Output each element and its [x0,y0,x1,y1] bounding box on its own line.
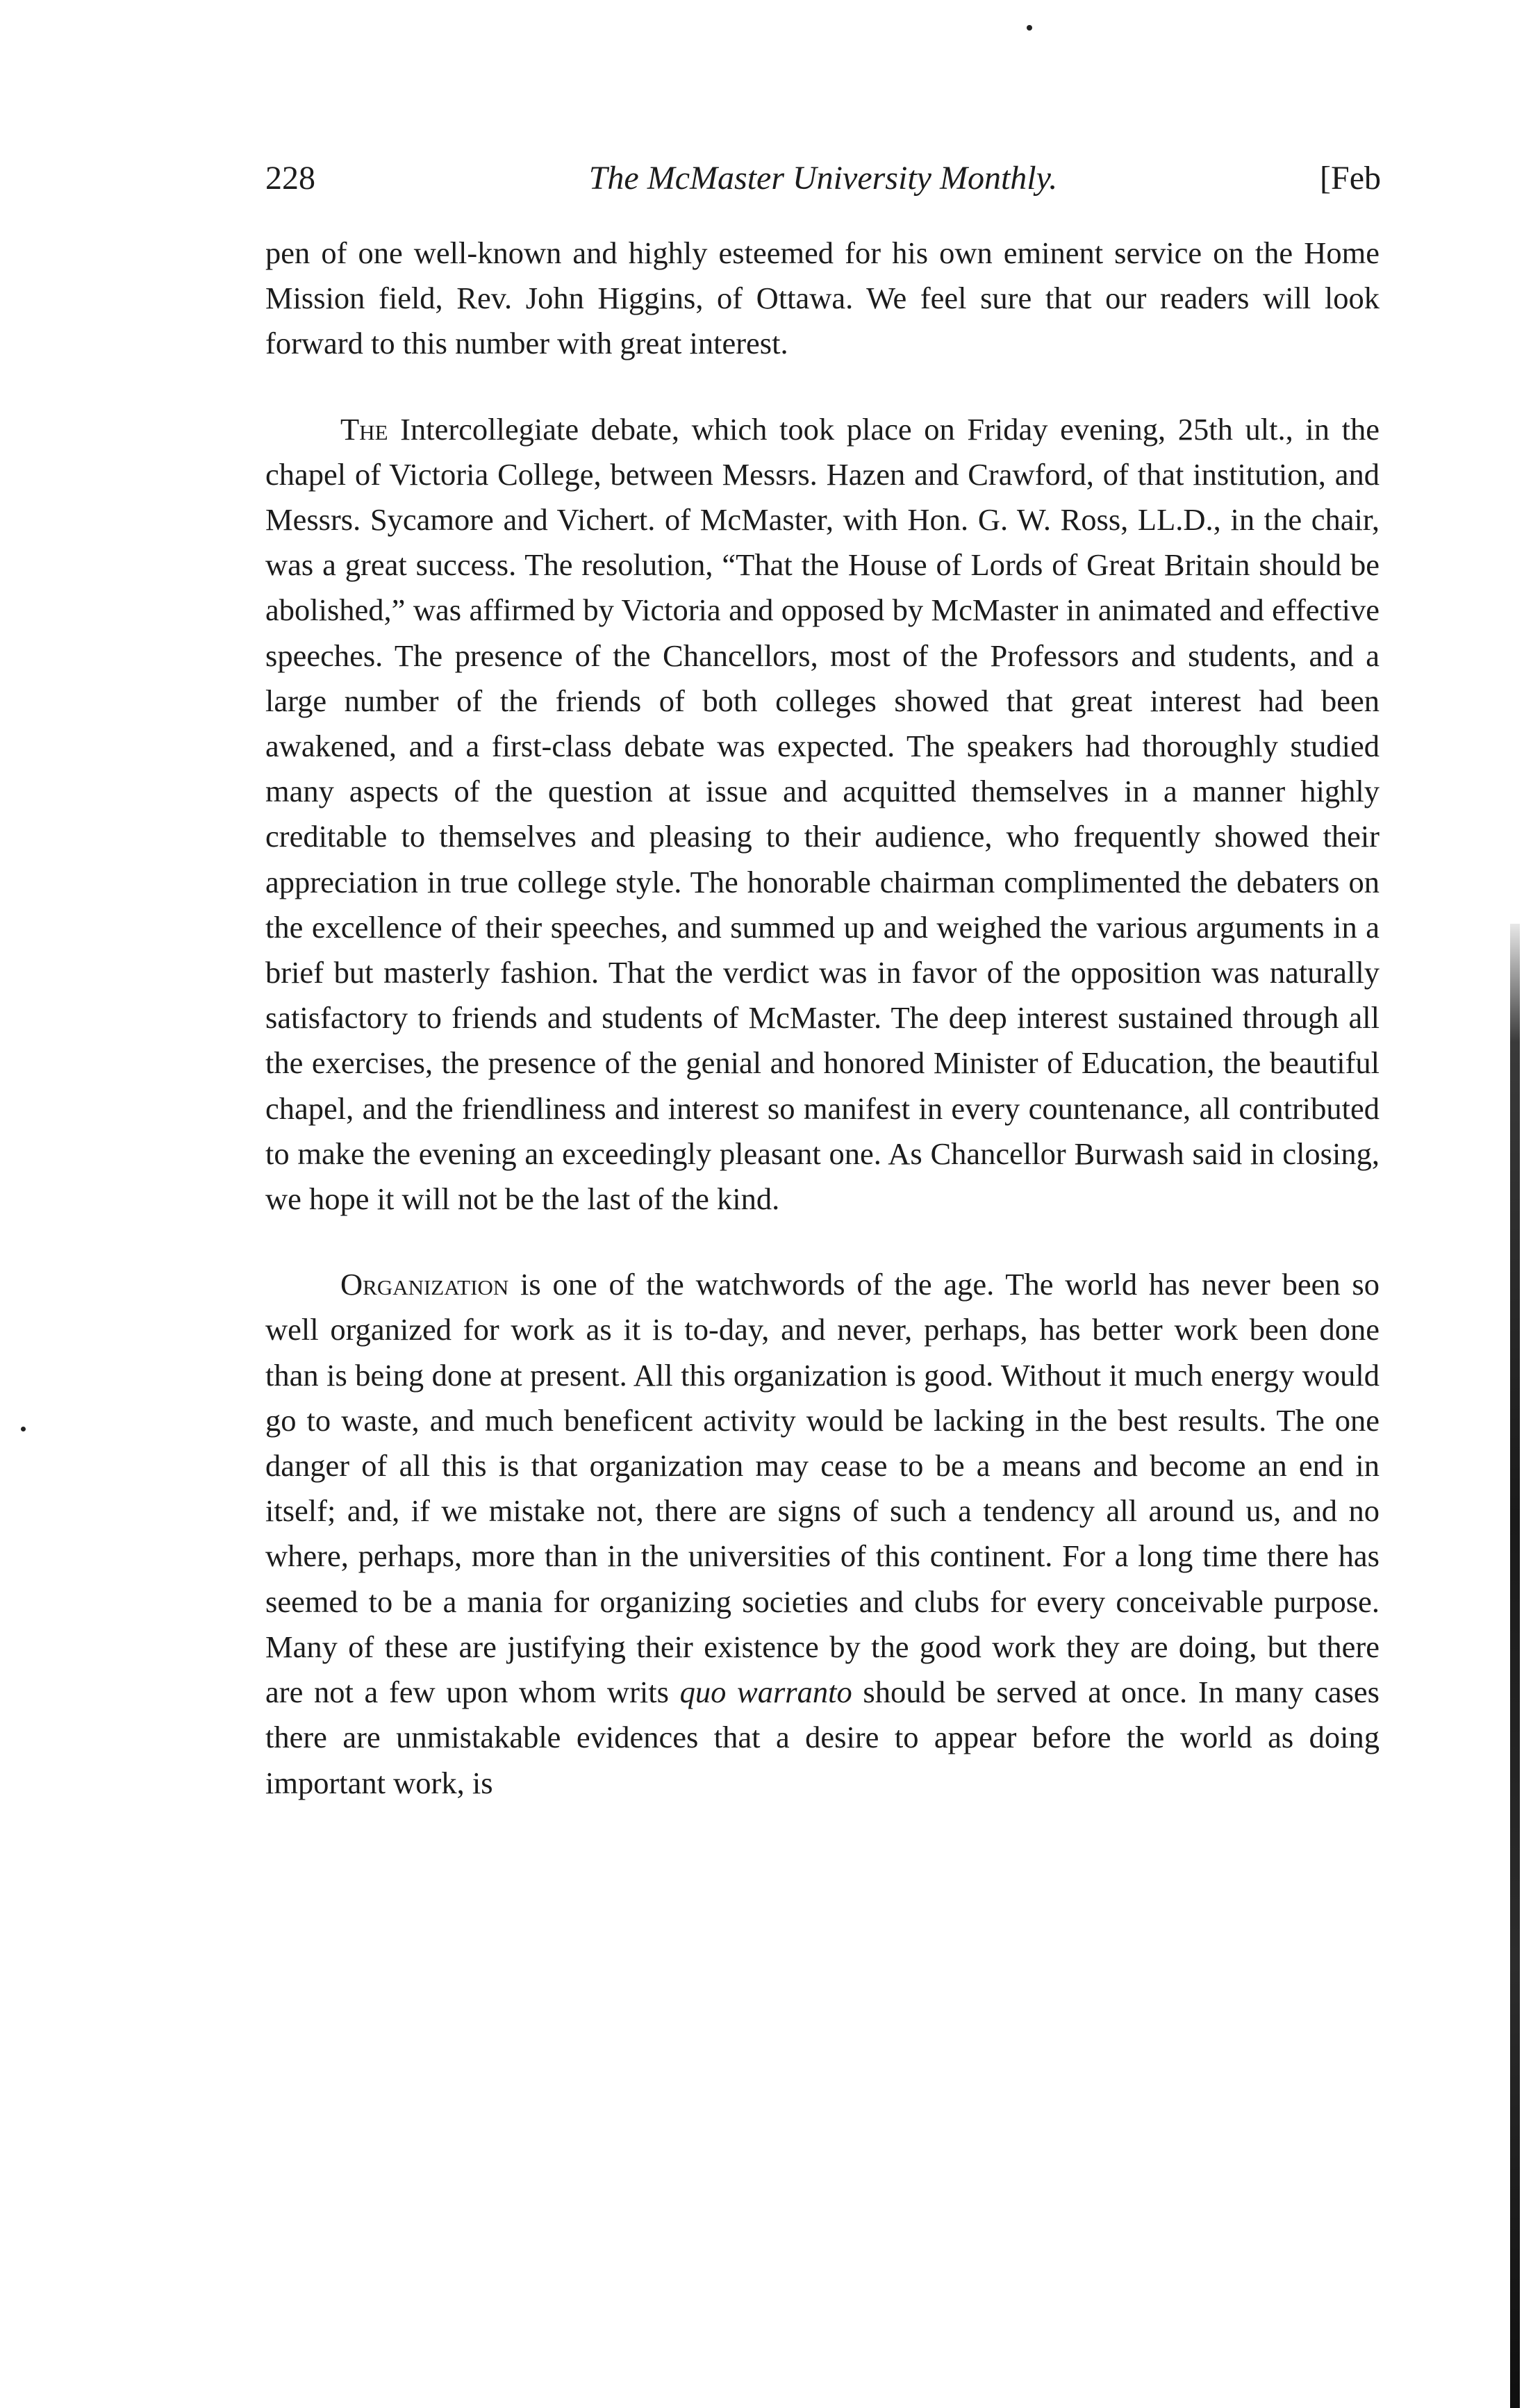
scan-edge-shadow [1510,924,1520,2408]
paragraph-continuation [265,231,1380,367]
journal-title: The McMaster University Monthly. [588,160,1058,197]
scan-speck [1027,25,1032,31]
paragraph-intercollegiate-debate [265,407,1380,1222]
paragraph-text: Intercollegiate debate, which took place on Friday evening, 25th ult., in the chapel of Victoria College, between Messrs. Hazen and Crawford, of that institution, and Messrs. Sycamore and Vichert. of McMaster, with Hon. G. W. Ross, LL.D., in the chair, was a great success. The resolution, “That the House of Lords of Great Britain should be abolished,” was affirmed by Victoria and opposed by McMaster in animated and effective speeches. The presence of the Chancellors, most of the Professors and students, and a large number of the friends of both colleges showed that great interest had been awakened, and a first-class debate was expected. The speakers had thoroughly studied many aspects of the question at issue and acquitted themselves in a manner highly creditable to themselves and pleasing to their audience, who frequently showed their appreciation in true college style. The honorable chairman complimented the debaters on the excellence of their speeches, and summed up and weighed the various arguments in a brief but masterly fashion. That the verdict was in favor of the opposition was naturally satisfactory to friends and students of McMaster. The deep interest sustained through all the exercises, the presence of the genial and honored Minister of Education, the beautiful chapel, and the friendliness and interest so manifest in every countenance, all contributed to make the evening an exceedingly pleasant one. As Chancellor Burwash said in closing, we hope it will not be the last of the kind. [265,411,1380,1217]
paragraph-lead-word: Organization [340,1267,509,1302]
scan-speck [21,1427,26,1431]
paragraph-text: should be served at once. In many cases there are unmistakable evidences that a desire to appear before the world as doing important work, is [265,1675,1380,1800]
page-number: 228 [265,160,315,197]
paragraph-text: pen of one well-known and highly esteemed for his own eminent service on the Home Mission field, Rev. John Higgins, of Ottawa. We feel sure that our readers will look forward to this number with great interest. [265,235,1380,361]
paragraph-organization [265,1262,1380,1805]
issue-month: [Feb [1320,160,1381,197]
body-text [265,231,1380,1806]
italic-phrase: quo warranto [679,1675,852,1710]
paragraph-text: is one of the watchwords of the age. The world has never been so well organized for work as it is to-day, and never, perhaps, has better work been done than is being done at present. All this organization is good. Without it much energy would go to waste, and much beneficent activity would be lacking in the best results. The one danger of all this is that organization may cease to be a means and become an end in itself; and, if we mistake not, there are signs of such a tendency all around us, and no where, perhaps, more than in the universities of this continent. For a long time there has seemed to be a mania for organizing societies and clubs for every conceivable purpose. Many of these are justifying their existence by the good work they are doing, but there are not a few upon whom writs [265,1267,1380,1710]
paragraph-lead-word: The [340,411,388,447]
running-header [265,154,1381,203]
